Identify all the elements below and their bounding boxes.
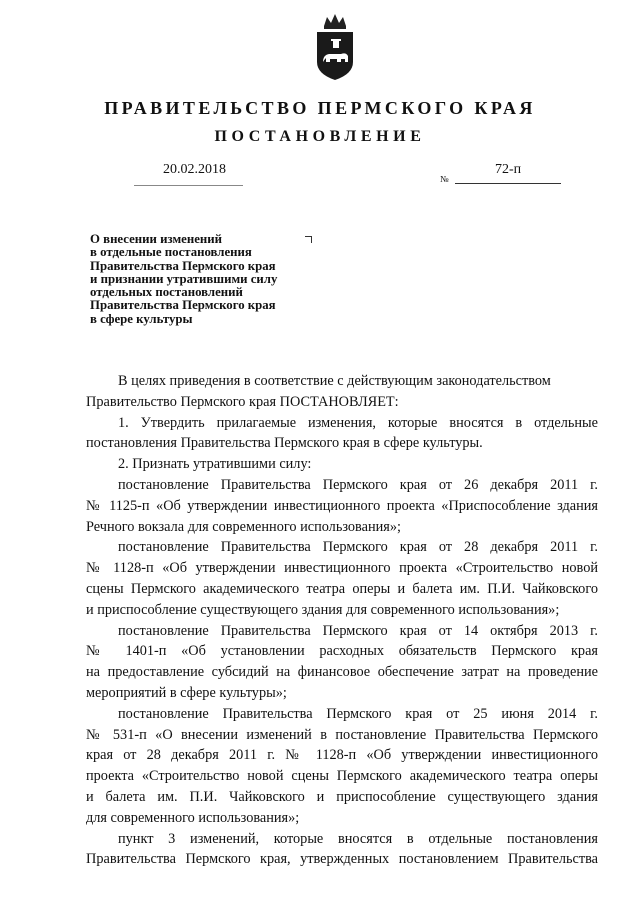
number-underline: [455, 183, 561, 184]
document-number: 72-п: [495, 162, 522, 177]
body-line: для современного использования»;: [86, 809, 300, 826]
government-title: ПРАВИТЕЛЬСТВО ПЕРМСКОГО КРАЯ: [104, 98, 536, 118]
body-line: и балета им. П.И. Чайковского и приспособление существующего здания: [86, 788, 598, 805]
subject-line: О внесении изменений: [90, 232, 223, 246]
subject-line: отдельных постановлений: [90, 285, 243, 300]
body-line: Речного вокзала для современного использования»;: [86, 518, 401, 535]
body-line: 2. Признать утратившими силу:: [118, 456, 312, 473]
body-line: постановление Правительства Пермского края от 25 июня 2014 г.: [118, 705, 598, 722]
document-body: [86, 371, 598, 870]
body-line: проекта «Строительство новой сцены Пермского академического театра оперы: [86, 768, 598, 785]
body-line: № 1125-п «Об утверждении инвестиционного проекта «Приспособление здания: [86, 497, 598, 514]
subject-line: Правительства Пермского края: [90, 258, 276, 273]
body-line: В целях приведения в соответствие с действующим законодательством: [118, 373, 551, 389]
date-underline: [134, 185, 243, 186]
body-line: на предоставление субсидий на финансовое обеспечение затрат на проведение: [86, 664, 598, 681]
document-date: 20.02.2018: [163, 162, 226, 177]
document-subject: [90, 233, 330, 326]
number-label: №: [440, 174, 449, 184]
body-line: пункт 3 изменений, которые вносятся в отдельные постановления: [118, 830, 598, 847]
subject-line: Правительства Пермского края: [90, 298, 276, 313]
body-line: 1. Утвердить прилагаемые изменения, которые вносятся в отдельные: [118, 414, 598, 431]
body-line: № 1401-п «Об установлении расходных обязательств Пермского края: [86, 643, 598, 660]
body-line: и приспособление существующего здания для современного использования»;: [86, 601, 560, 618]
body-line: края от 28 декабря 2011 г. № 1128-п «Об утверждении инвестиционного: [86, 747, 598, 764]
body-line: постановления Правительства Пермского края в сфере культуры.: [86, 435, 483, 452]
body-line: № 1128-п «Об утверждении инвестиционного проекта «Строительство новой: [86, 560, 598, 577]
subject-corner-mark: [305, 236, 312, 243]
coat-of-arms-emblem: [311, 10, 359, 82]
body-line: постановление Правительства Пермского края от 26 декабря 2011 г.: [118, 476, 598, 493]
subject-line: и признании утратившими силу: [90, 271, 278, 286]
body-line: Правительство Пермского края ПОСТАНОВЛЯЕТ:: [86, 393, 399, 410]
subject-line: в сфере культуры: [90, 311, 193, 326]
body-line: сцены Пермского академического театра оперы и балета им. П.И. Чайковского: [86, 580, 598, 597]
document-type: ПОСТАНОВЛЕНИЕ: [214, 128, 426, 145]
body-line: № 531-п «О внесении изменений в постановление Правительства Пермского: [86, 726, 598, 743]
subject-line: в отдельные постановления: [90, 245, 252, 260]
body-line: постановление Правительства Пермского края от 28 декабря 2011 г.: [118, 539, 598, 556]
body-line: мероприятий в сфере культуры»;: [86, 684, 287, 701]
body-line: Правительства Пермского края, утвержденных постановлением Правительства: [86, 851, 598, 868]
body-line: постановление Правительства Пермского края от 14 октября 2013 г.: [118, 622, 598, 639]
